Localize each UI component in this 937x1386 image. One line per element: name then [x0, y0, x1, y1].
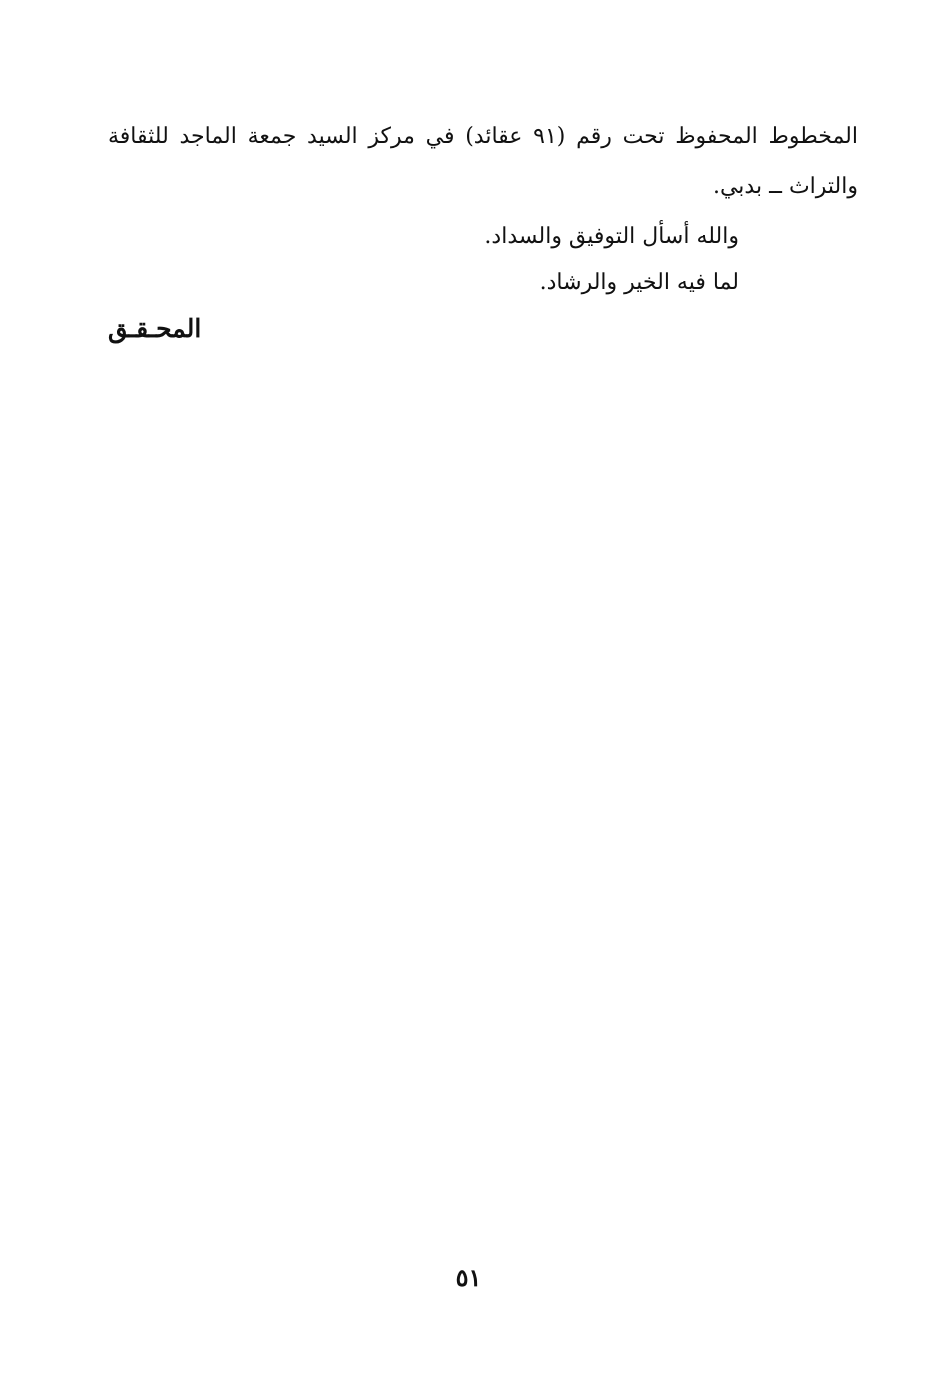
closing-line-2: لما فيه الخير والرشاد. [539, 270, 739, 295]
body-paragraph: المخطوط المحفوظ تحت رقم (٩١ عقائد) في مركز السيد جمعة الماجد للثقافة والتراث ــ بدبي. [108, 124, 858, 199]
author-signature: المحـقـق [108, 314, 202, 343]
closing-line-1: والله أسأل التوفيق والسداد. [484, 224, 739, 249]
page-number: ٥١ [455, 1263, 482, 1292]
